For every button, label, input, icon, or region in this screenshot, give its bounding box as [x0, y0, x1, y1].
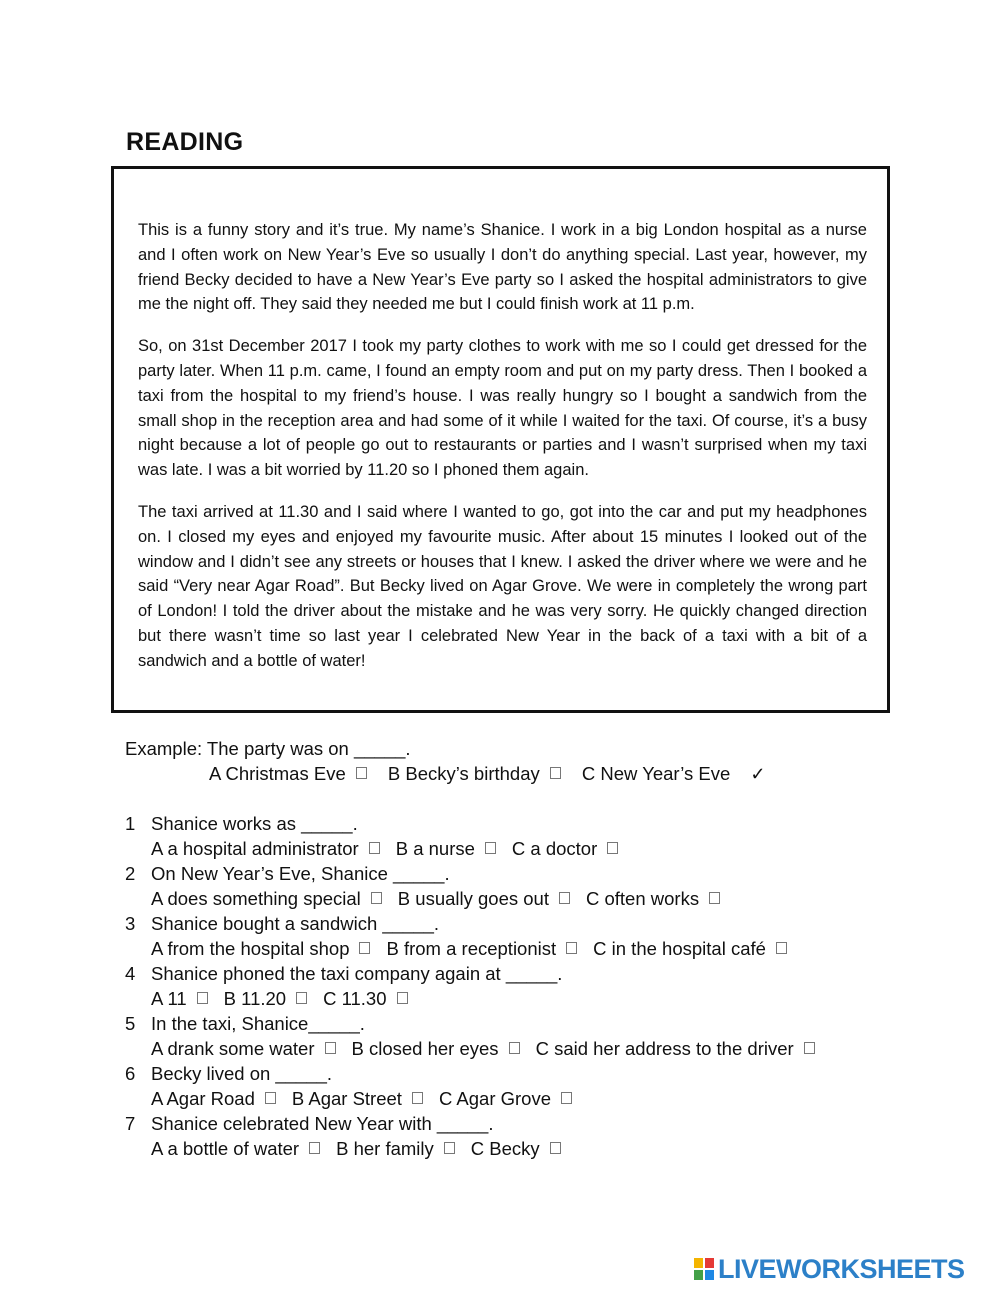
check-mark-icon: ✓	[750, 764, 766, 784]
question-4-options	[125, 986, 955, 1011]
answer-checkbox[interactable]	[412, 1092, 423, 1104]
question-number: 3	[125, 913, 136, 934]
question-1-options	[125, 836, 955, 861]
answer-checkbox[interactable]	[359, 942, 370, 954]
question-list	[125, 811, 955, 1161]
answer-checkbox[interactable]	[371, 892, 382, 904]
example-question: Example: The party was on _____.	[125, 738, 411, 759]
answer-checkbox[interactable]	[509, 1042, 520, 1054]
question-number: 5	[125, 1013, 136, 1034]
question-6-options	[125, 1086, 955, 1111]
example-option-b	[388, 761, 561, 786]
option-label: A drank some water	[151, 1038, 315, 1059]
option-label: C Becky	[470, 1138, 540, 1159]
question-6-option-a	[151, 1086, 276, 1111]
example-option-c-label: C New Year’s Eve	[581, 763, 731, 784]
question-6-option-c	[439, 1086, 572, 1111]
answer-checkbox[interactable]	[197, 992, 208, 1004]
example-option-b-checkbox[interactable]	[550, 767, 561, 779]
question-number: 2	[125, 863, 136, 884]
logo-square-3	[694, 1270, 703, 1280]
example-option-a	[209, 761, 367, 786]
question-2-option-b	[398, 886, 570, 911]
example-options	[125, 761, 955, 786]
option-label: B 11.20	[223, 988, 287, 1009]
logo-square-2	[705, 1258, 714, 1268]
logo-text: LIVEWORKSHEETS	[718, 1253, 965, 1284]
answer-checkbox[interactable]	[607, 842, 618, 854]
question-7	[125, 1111, 955, 1136]
question-6	[125, 1061, 955, 1086]
question-text: In the taxi, Shanice_____.	[151, 1013, 365, 1034]
option-label: C in the hospital café	[593, 938, 766, 959]
question-4-option-b	[224, 986, 307, 1011]
option-label: A a bottle of water	[151, 1138, 300, 1159]
story-paragraph-3: The taxi arrived at 11.30 and I said where I wanted to go, got into the car and put my headphones on. I closed my eyes and enjoyed my favourite music. After about 15 minutes I looked out of the window and I didn’t see any streets or houses that I knew. I asked the driver where we were and he said “Very near Agar Road”. But Becky lived on Agar Grove. We were in completely the wrong part of London! I told the driver about the mistake and he was very sorry. He quickly changed direction but there wasn’t time so last year I celebrated New Year in the back of a taxi with a bit of a sandwich and a bottle of water!	[138, 502, 867, 670]
option-label: B a nurse	[395, 838, 475, 859]
question-7-option-b	[336, 1136, 455, 1161]
answer-checkbox[interactable]	[561, 1092, 572, 1104]
question-5-option-a	[151, 1036, 336, 1061]
question-7-option-a	[151, 1136, 320, 1161]
question-2-option-c	[586, 886, 720, 911]
example-option-b-label: B Becky’s birthday	[387, 763, 540, 784]
option-label: B Agar Street	[291, 1088, 402, 1109]
answer-checkbox[interactable]	[397, 992, 408, 1004]
question-3-option-b	[386, 936, 577, 961]
option-label: C 11.30	[323, 988, 387, 1009]
liveworksheets-logo	[694, 1254, 965, 1284]
answer-checkbox[interactable]	[309, 1142, 320, 1154]
answer-checkbox[interactable]	[265, 1092, 276, 1104]
question-number: 4	[125, 963, 136, 984]
question-5	[125, 1011, 955, 1036]
example-option-c	[582, 761, 766, 787]
logo-square-1	[694, 1258, 703, 1268]
question-1-option-c	[512, 836, 618, 861]
question-4	[125, 961, 955, 986]
option-label: C said her address to the driver	[535, 1038, 794, 1059]
question-1-option-a	[151, 836, 380, 861]
story-text	[138, 218, 867, 691]
question-text: Becky lived on _____.	[151, 1063, 333, 1084]
option-label: A does something special	[151, 888, 361, 909]
story-paragraph-1: This is a funny story and it’s true. My name’s Shanice. I work in a big London hospital as a nurse and I often work on New Year’s Eve so usually I don’t do anything special. Last year, however, my friend Becky decided to have a New Year’s Eve party so I asked the hospital administrators to give me the night off. They said they needed me but I could finish work at 11 p.m.	[138, 221, 867, 314]
question-3-option-a	[151, 936, 370, 961]
option-label: B usually goes out	[397, 888, 549, 909]
answer-checkbox[interactable]	[296, 992, 307, 1004]
logo-mark-icon	[694, 1258, 714, 1280]
answer-checkbox[interactable]	[550, 1142, 561, 1154]
answer-checkbox[interactable]	[325, 1042, 336, 1054]
question-3	[125, 911, 955, 936]
question-number: 7	[125, 1113, 136, 1134]
option-label: A Agar Road	[151, 1088, 255, 1109]
option-label: A 11	[151, 988, 187, 1009]
answer-checkbox[interactable]	[709, 892, 720, 904]
quiz	[125, 736, 955, 1161]
question-1-option-b	[396, 836, 496, 861]
option-label: C often works	[585, 888, 700, 909]
question-2-option-a	[151, 886, 382, 911]
question-number: 6	[125, 1063, 136, 1084]
question-text: Shanice celebrated New Year with _____.	[151, 1113, 494, 1134]
question-text: On New Year’s Eve, Shanice _____.	[151, 863, 450, 884]
option-label: C Agar Grove	[438, 1088, 552, 1109]
option-label: A from the hospital shop	[151, 938, 350, 959]
answer-checkbox[interactable]	[485, 842, 496, 854]
question-3-options	[125, 936, 955, 961]
logo-square-4	[705, 1270, 714, 1280]
question-2	[125, 861, 955, 886]
option-label: C a doctor	[511, 838, 598, 859]
question-7-option-c	[471, 1136, 561, 1161]
story-paragraph-2: So, on 31st December 2017 I took my party clothes to work with me so I could get dressed for the party later. When 11 p.m. came, I found an empty room and put on my party dress. Then I booked a taxi from the hospital to my friend’s house. I was really hungry so I bought a sandwich from the small shop in the reception area and had some of it while I waited for the taxi. Of course, it’s a busy night because a lot of people go out to restaurants or parties and I wasn’t surprised when my taxi was late. I was a bit worried by 11.20 so I phoned them again.	[138, 337, 867, 480]
spacer	[125, 786, 955, 811]
example-option-a-checkbox[interactable]	[356, 767, 367, 779]
page-heading: READING	[126, 128, 244, 156]
option-label: B from a receptionist	[386, 938, 557, 959]
question-6-option-b	[292, 1086, 423, 1111]
question-2-options	[125, 886, 955, 911]
answer-checkbox[interactable]	[369, 842, 380, 854]
question-5-option-c	[536, 1036, 815, 1061]
story-box	[111, 166, 890, 713]
question-text: Shanice phoned the taxi company again at _____.	[151, 963, 563, 984]
answer-checkbox[interactable]	[804, 1042, 815, 1054]
question-4-option-a	[151, 986, 208, 1011]
option-label: B her family	[336, 1138, 434, 1159]
question-4-option-c	[323, 986, 407, 1011]
question-text: Shanice works as _____.	[151, 813, 358, 834]
question-number: 1	[125, 813, 136, 834]
example-option-a-label: A Christmas Eve	[209, 763, 346, 784]
answer-checkbox[interactable]	[776, 942, 787, 954]
answer-checkbox[interactable]	[559, 892, 570, 904]
question-7-options	[125, 1136, 955, 1161]
answer-checkbox[interactable]	[444, 1142, 455, 1154]
question-3-option-c	[593, 936, 787, 961]
option-label: A a hospital administrator	[151, 838, 359, 859]
question-text: Shanice bought a sandwich _____.	[151, 913, 439, 934]
question-5-options	[125, 1036, 955, 1061]
question-5-option-b	[352, 1036, 520, 1061]
option-label: B closed her eyes	[351, 1038, 499, 1059]
answer-checkbox[interactable]	[566, 942, 577, 954]
question-1	[125, 811, 955, 836]
